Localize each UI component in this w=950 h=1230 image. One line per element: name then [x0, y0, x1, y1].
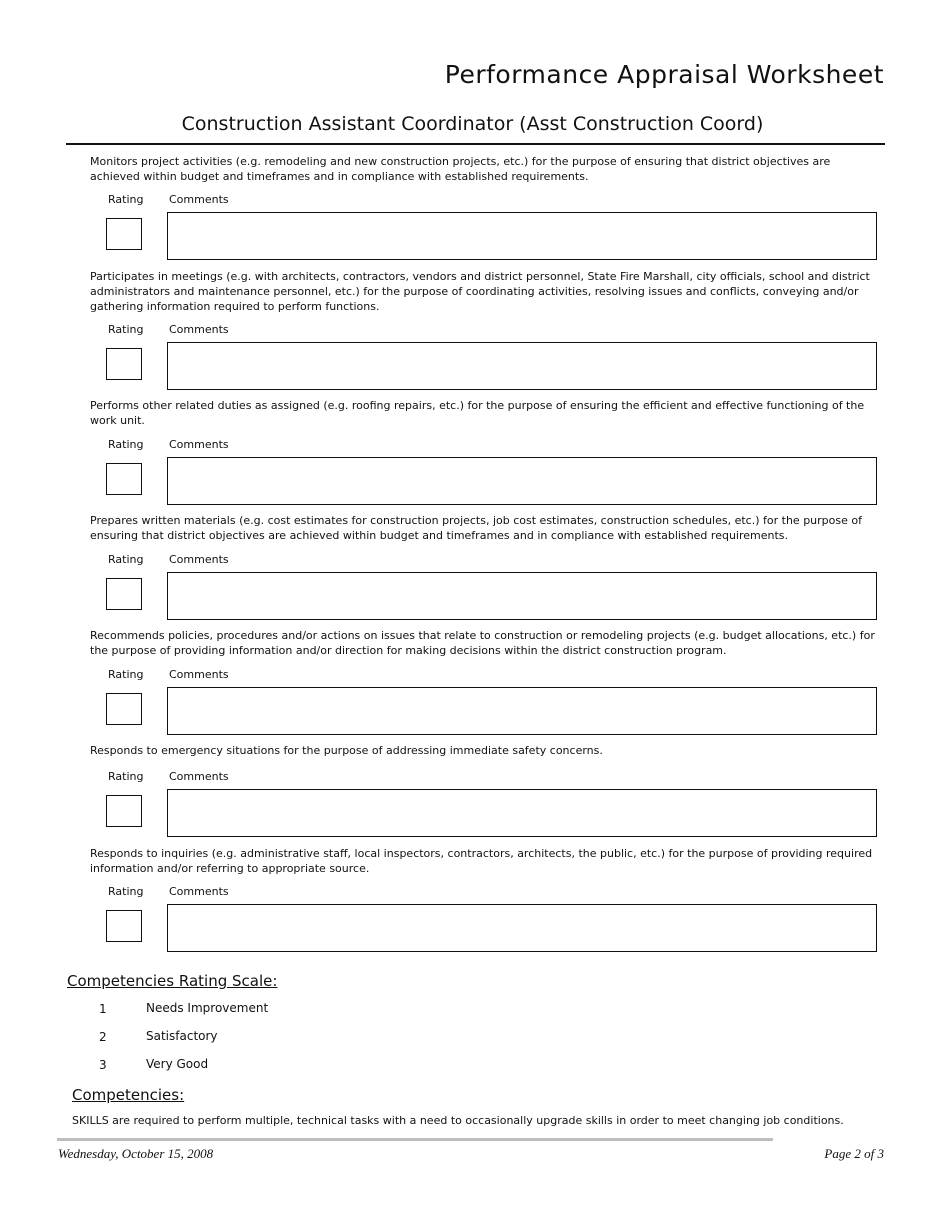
rating-label: Rating [108, 553, 144, 566]
rating-label: Rating [108, 770, 144, 783]
scale-label: Needs Improvement [146, 1001, 269, 1015]
page-title: Performance Appraisal Worksheet [444, 60, 884, 89]
page-number: Page 2 of 3 [824, 1146, 884, 1161]
comments-label: Comments [169, 885, 229, 898]
comments-box[interactable] [167, 904, 877, 952]
comments-box[interactable] [167, 789, 877, 837]
scale-value: 1 [99, 1002, 107, 1016]
duty-description: Recommends policies, procedures and/or actions on issues that relate to construction or remodeling projects (e.g. budget allocations, etc.) for the purpose of providing information and/or direction for making decisions within the district construction program. [90, 629, 875, 657]
rating-label: Rating [108, 438, 144, 451]
comments-box[interactable] [167, 687, 877, 735]
rating-box[interactable] [106, 910, 142, 942]
competencies-text: SKILLS are required to perform multiple, technical tasks with a need to occasionally upgrade skills in order to meet changing job conditions. [72, 1114, 844, 1127]
rating-box[interactable] [106, 348, 142, 380]
rating-label: Rating [108, 668, 144, 681]
rating-box[interactable] [106, 795, 142, 827]
scale-label: Very Good [146, 1057, 209, 1071]
comments-box[interactable] [167, 342, 877, 390]
rating-label: Rating [108, 885, 144, 898]
duty-description: Responds to inquiries (e.g. administrative staff, local inspectors, contractors, architects, the public, etc.) for the purpose of providing required information and/or referring to appropriate source. [90, 847, 873, 875]
scale-value: 3 [99, 1058, 107, 1072]
header-divider [66, 143, 885, 145]
comments-box[interactable] [167, 212, 877, 260]
duty-description: Participates in meetings (e.g. with architects, contractors, vendors and district personnel, State Fire Marshall, city officials, school and district administrators and maintenance personnel, etc.) for the purpose of coordinating activities, resolving issues and conflicts, conveying and/or gathering information required to perform functions. [90, 270, 870, 313]
duty-description: Performs other related duties as assigned (e.g. roofing repairs, etc.) for the purpose of ensuring the efficient and effective functioning of the work unit. [90, 399, 865, 427]
duty-description: Responds to emergency situations for the purpose of addressing immediate safety concerns. [90, 744, 603, 757]
footer-date: Wednesday, October 15, 2008 [58, 1146, 214, 1161]
rating-box[interactable] [106, 693, 142, 725]
scale-label: Satisfactory [146, 1029, 218, 1043]
rating-label: Rating [108, 193, 144, 206]
rating-box[interactable] [106, 578, 142, 610]
rating-box[interactable] [106, 218, 142, 250]
comments-label: Comments [169, 323, 229, 336]
duty-description: Monitors project activities (e.g. remodeling and new construction projects, etc.) for the purpose of ensuring that district objectives are achieved within budget and timeframes and in compliance with established requirements. [90, 155, 831, 183]
comments-label: Comments [169, 193, 229, 206]
comments-label: Comments [169, 770, 229, 783]
scale-value: 2 [99, 1030, 107, 1044]
comments-label: Comments [169, 438, 229, 451]
comments-box[interactable] [167, 457, 877, 505]
competencies-heading: Competencies: [72, 1086, 185, 1104]
rating-label: Rating [108, 323, 144, 336]
rating-scale-heading: Competencies Rating Scale: [67, 972, 278, 990]
job-title: Construction Assistant Coordinator (Asst Construction Coord) [181, 113, 764, 135]
rating-box[interactable] [106, 463, 142, 495]
duty-description: Prepares written materials (e.g. cost estimates for construction projects, job cost estimates, construction schedules, etc.) for the purpose of ensuring that district objectives are achieved within budget and timeframes and in compliance with established requirements. [90, 514, 862, 542]
comments-box[interactable] [167, 572, 877, 620]
comments-label: Comments [169, 668, 229, 681]
comments-label: Comments [169, 553, 229, 566]
footer-divider [57, 1138, 773, 1141]
